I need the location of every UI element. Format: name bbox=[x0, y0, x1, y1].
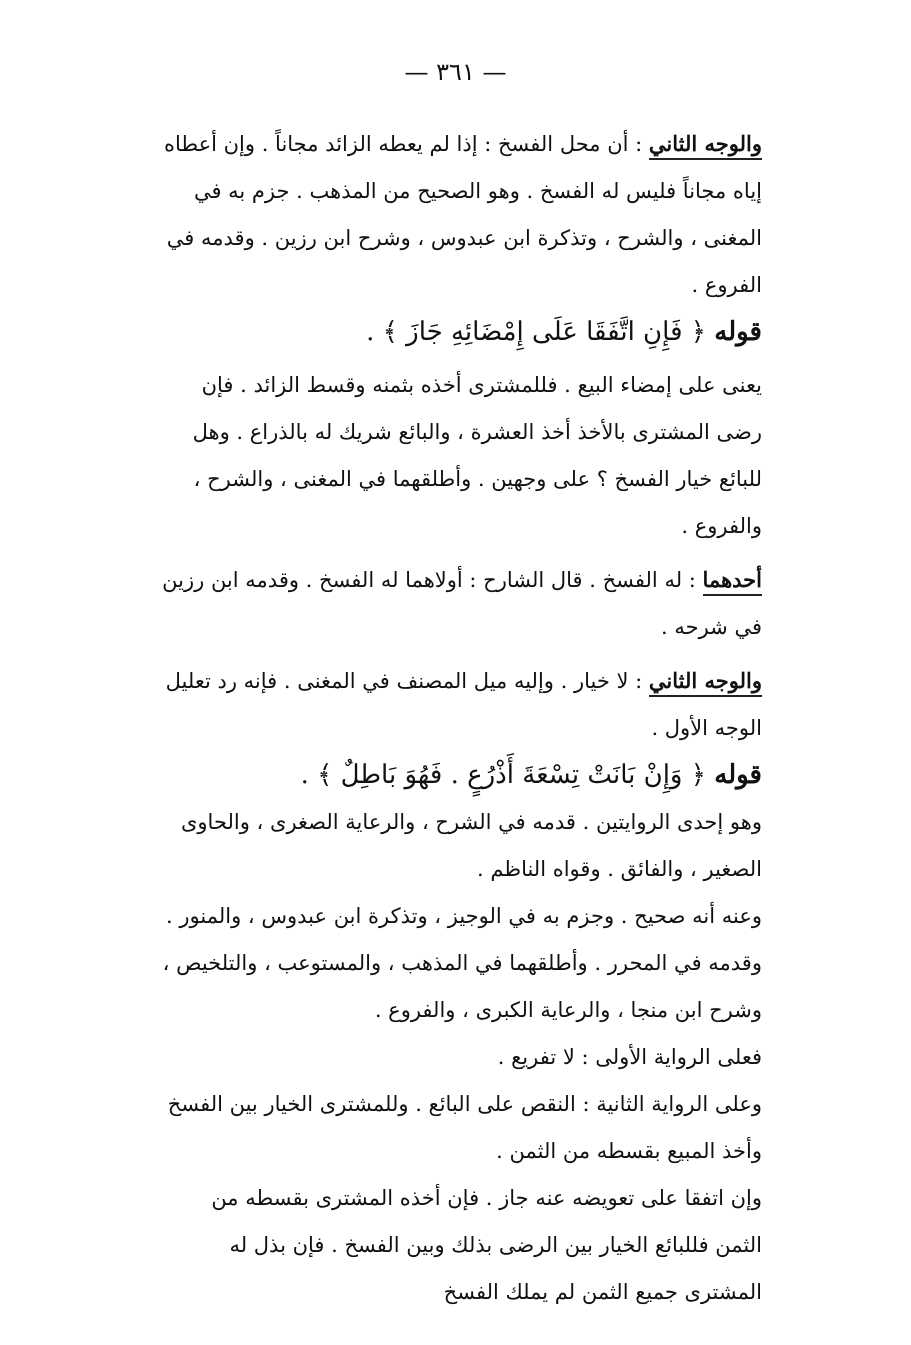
paragraph-text: وعلى الرواية الثانية : النقص على البائع . وللمشترى الخيار بين الفسخ وأخذ المبيع بقسطه من الثمن . bbox=[167, 1092, 762, 1163]
paragraph-text: يعنى على إمضاء البيع . فللمشترى أخذه بثمنه وقسط الزائد . فإن رضى المشترى بالأخذ أخذ العشرة ، والبائع شريك له بالذراع . وهل للبائع خيار الفسخ ؟ على وجهين . وأطلقهما في المغنى ، والشرح ، والفروع . bbox=[192, 373, 762, 538]
page-body bbox=[158, 120, 806, 1316]
paragraph-text: : أن محل الفسخ : إذا لم يعطه الزائد مجاناً . وإن أعطاه إياه مجاناً فليس له الفسخ . وهو الصحيح من المذهب . جزم به في المغنى ، والشرح ، وتذكرة ابن عبدوس ، وشرح ابن رزين . وقدمه في الفروع . bbox=[163, 132, 762, 297]
quote-word: قوله bbox=[714, 760, 762, 790]
paragraph-4 bbox=[158, 657, 806, 752]
paragraph-text: : لا خيار . وإليه ميل المصنف في المغنى . فإنه رد تعليل الوجه الأول . bbox=[165, 669, 762, 740]
paragraph-1 bbox=[158, 120, 806, 309]
quote-line-1 bbox=[158, 309, 806, 356]
paragraph-text: : له الفسخ . قال الشارح : أولاهما له الفسخ . وقدمه ابن رزين في شرحه . bbox=[162, 568, 762, 639]
paragraph-text: فعلى الرواية الأولى : لا تفريع . bbox=[497, 1045, 762, 1069]
quote-word: قوله bbox=[714, 317, 762, 347]
paragraph-heading: والوجه الثاني bbox=[649, 668, 762, 697]
page-number: — ٣٦١ — bbox=[404, 58, 507, 86]
quran-quote: ﴿ فَإِنِ اتَّفَقَا عَلَى إِمْضَائِهِ جَازَ ﴾ . bbox=[366, 317, 706, 347]
quran-quote: ﴿ وَإِنْ بَانَتْ تِسْعَةَ أَذْرُعٍ . فَهُوَ بَاطِلٌ ﴾ . bbox=[300, 760, 706, 790]
paragraph-6 bbox=[158, 893, 806, 1034]
paragraph-5 bbox=[158, 799, 806, 893]
paragraph-heading: والوجه الثاني bbox=[649, 131, 762, 160]
paragraph-8 bbox=[158, 1081, 806, 1175]
paragraph-2 bbox=[158, 362, 806, 550]
paragraph-heading: أحدهما bbox=[703, 567, 762, 596]
quote-line-2 bbox=[158, 752, 806, 799]
paragraph-text: وإن اتفقا على تعويضه عنه جاز . فإن أخذه المشترى بقسطه من الثمن فللبائع الخيار بين الرضى بذلك وبين الفسخ . فإن بذل له المشترى جميع الثمن لم يملك الفسخ bbox=[211, 1186, 762, 1304]
paragraph-text: وهو إحدى الروايتين . قدمه في الشرح ، والرعاية الصغرى ، والحاوى الصغير ، والفائق . وقواه الناظم . bbox=[180, 810, 762, 881]
paragraph-9 bbox=[158, 1175, 806, 1316]
paragraph-text: وعنه أنه صحيح . وجزم به في الوجيز ، وتذكرة ابن عبدوس ، والمنور . وقدمه في المحرر . وأطلقهما في المذهب ، والمستوعب ، والتلخيص ، وشرح ابن منجا ، والرعاية الكبرى ، والفروع . bbox=[162, 904, 762, 1022]
paragraph-7 bbox=[158, 1034, 806, 1081]
paragraph-3 bbox=[158, 556, 806, 651]
